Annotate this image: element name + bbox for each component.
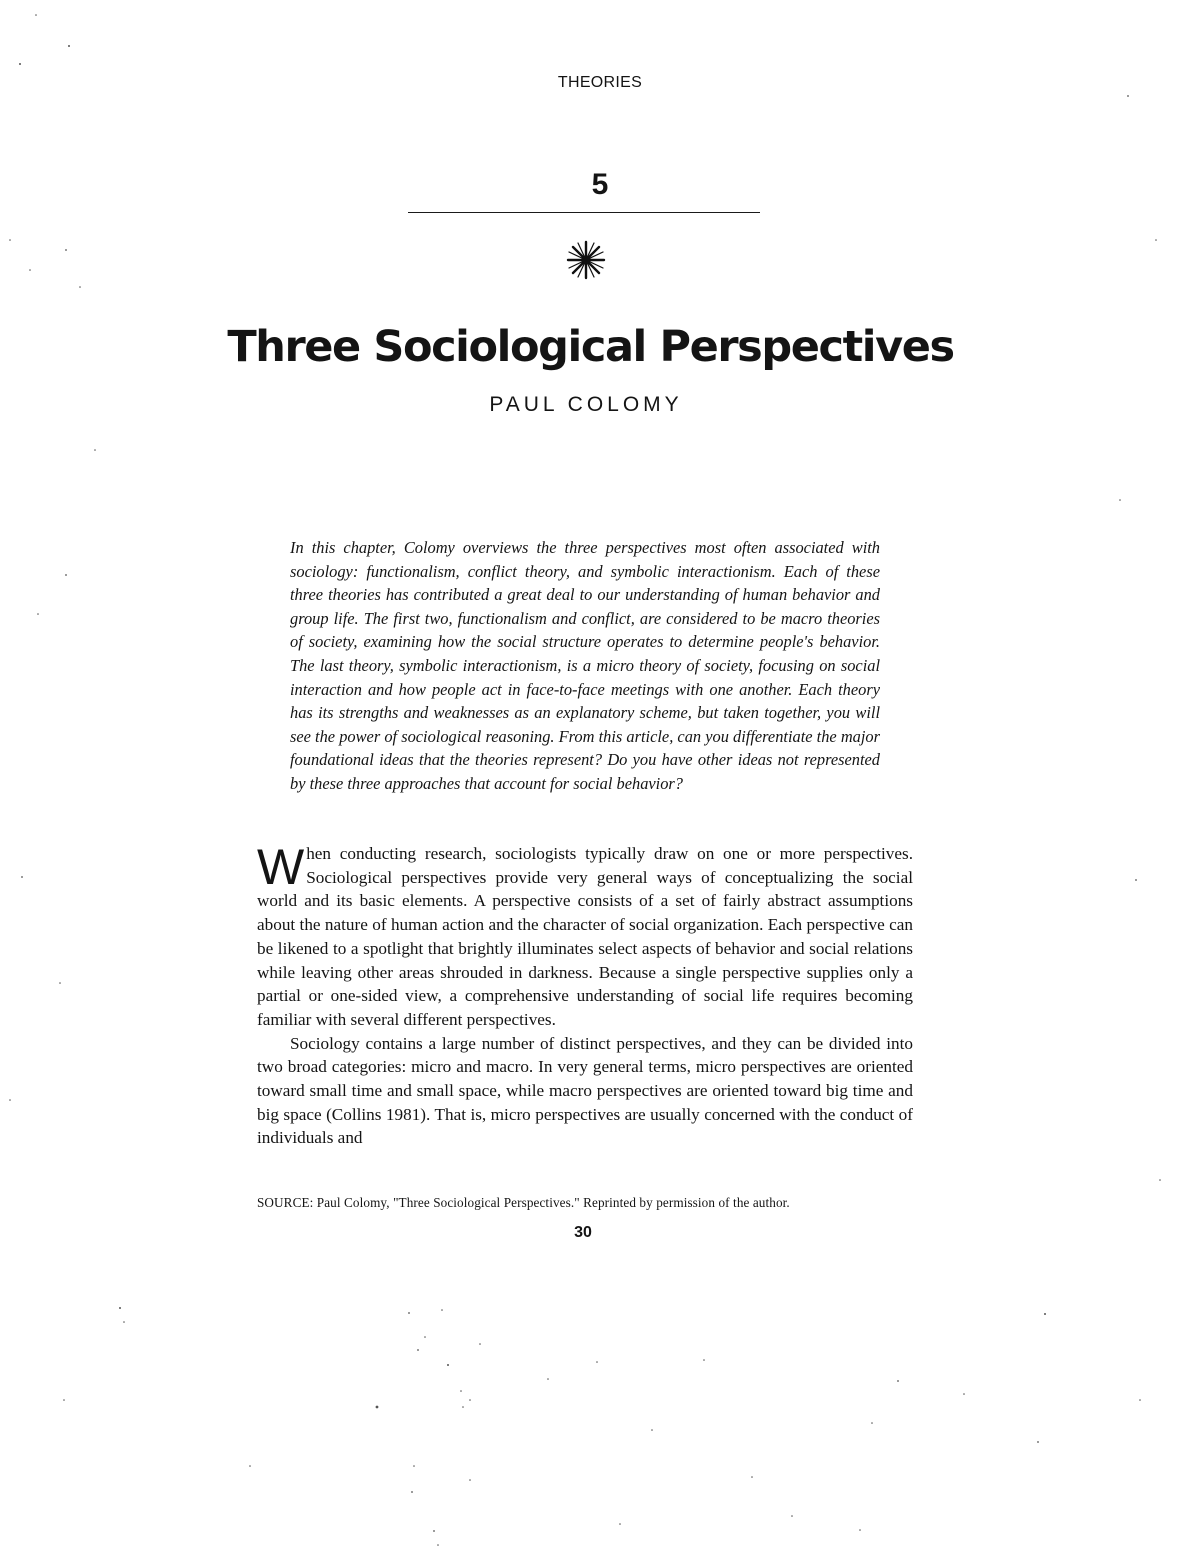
chapter-abstract: In this chapter, Colomy overviews the three perspectives most often associated with sociology: functionalism, conflict theory, and symbolic interactionism. Each of these three theories has contributed a great deal to our understanding of human behavior and group life. The first two, functionalism and conflict, are considered to be macro theories of society, examining how the social structure operates to determine people's behavior. The last theory, symbolic interactionism, is a micro theory of society, focusing on social interaction and how people act in face-to-face meetings with one another. Each theory has its strengths and weaknesses as an explanatory scheme, but taken together, you will see the power of sociological reasoning. From this article, can you differentiate the major foundational ideas that the theories represent? Do you have other ideas not represented by these three approaches that account for social behavior? <box>290 538 880 793</box>
body-paragraph-1 <box>257 839 913 1032</box>
chapter-number: 5 <box>591 168 609 201</box>
source-note: SOURCE: Paul Colomy, "Three Sociological Perspectives." Reprinted by permission of the author. <box>257 1195 790 1210</box>
chapter-rule <box>408 212 760 213</box>
body-paragraph-2: Sociology contains a large number of distinct perspectives, and they can be divided into two broad categories: micro and macro. In very general terms, micro perspectives are oriented toward small time and small space, while macro perspectives are oriented toward big time and big space (Collins 1981). That is, micro perspectives are usually concerned with the conduct of individuals and <box>257 1033 913 1148</box>
running-head: THEORIES <box>557 74 643 91</box>
author-name: PAUL COLOMY <box>489 393 683 416</box>
page-number: 30 <box>574 1224 592 1241</box>
body-text <box>257 839 913 1150</box>
drop-cap: W <box>257 839 305 895</box>
body-paragraph-1-text: hen conducting research, sociologists typically draw on one or more perspectives. Sociological perspectives provide very general ways of conceptualizing the social world and its basic elements. A perspective consists of a set of fairly abstract assumptions about the nature of human action and the character of social organization. Each perspective can be likened to a spotlight that brightly illuminates select aspects of behavior and social relations while leaving other areas shrouded in darkness. Because a single perspective supplies only a partial or one-sided view, a comprehensive understanding of social life requires becoming familiar with several different perspectives. <box>257 844 913 1029</box>
chapter-title: Three Sociological Perspectives <box>227 322 954 372</box>
asterisk-ornament-icon <box>566 240 606 280</box>
